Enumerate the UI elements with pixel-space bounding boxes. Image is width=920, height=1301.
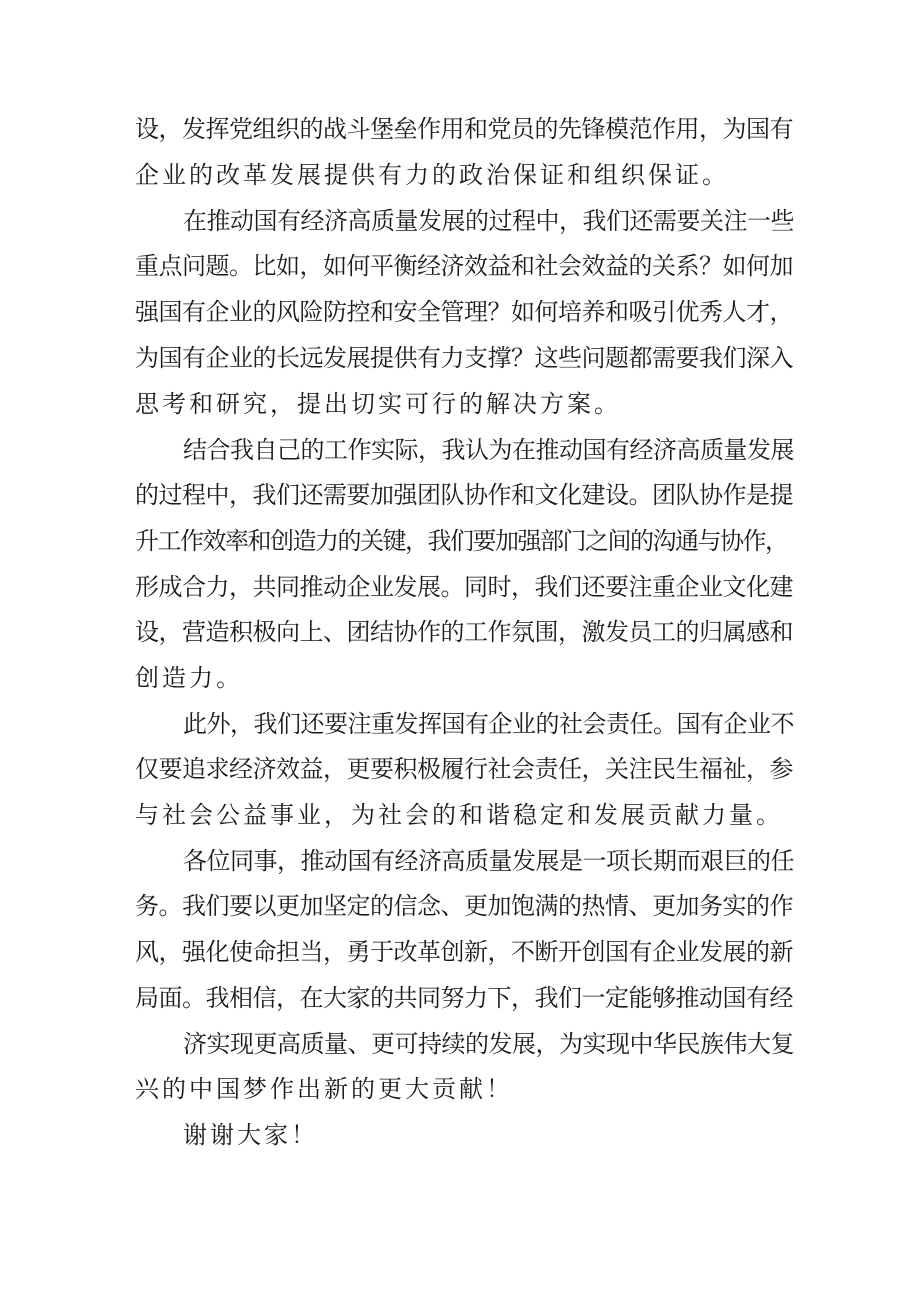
- text-line: 形成合力，共同推动企业发展。同时，我们还要注重企业文化建: [135, 573, 793, 601]
- text-line: 在推动国有经济高质量发展的过程中，我们还需要关注一些: [183, 207, 794, 235]
- text-line: 兴的中国梦作出新的更大贡献！: [135, 1075, 513, 1103]
- text-line: 仅要追求经济效益，更要积极履行社会责任，关注民生福祉，参: [135, 755, 793, 783]
- text-line: 结合我自己的工作实际，我认为在推动国有经济高质量发展: [183, 436, 794, 464]
- text-line: 设，发挥党组织的战斗堡垒作用和党员的先锋模范作用，为国有: [135, 115, 793, 143]
- text-line: 谢谢大家！: [183, 1121, 318, 1149]
- text-line: 重点问题。比如，如何平衡经济效益和社会效益的关系？如何加: [135, 252, 793, 280]
- text-line: 各位同事，推动国有经济高质量发展是一项长期而艰巨的任: [183, 847, 794, 875]
- text-line: 升工作效率和创造力的关键，我们要加强部门之间的沟通与协作，: [135, 527, 788, 555]
- text-line: 企业的改革发展提供有力的政治保证和组织保证。: [135, 161, 729, 189]
- text-line: 思考和研究，提出切实可行的解决方案。: [135, 390, 621, 418]
- text-line: 务。我们要以更加坚定的信念、更加饱满的热情、更加务实的作: [135, 892, 793, 920]
- text-line: 的过程中，我们还需要加强团队协作和文化建设。团队协作是提: [135, 481, 793, 509]
- text-line: 与社会公益事业，为社会的和谐稳定和发展贡献力量。: [135, 801, 783, 829]
- text-line: 济实现更高质量、更可持续的发展，为实现中华民族伟大复: [183, 1030, 794, 1058]
- text-line: 此外，我们还要注重发挥国有企业的社会责任。国有企业不: [183, 710, 794, 738]
- text-line: 设，营造积极向上、团结协作的工作氛围，激发员工的归属感和: [135, 618, 793, 646]
- text-line: 强国有企业的风险防控和安全管理？如何培养和吸引优秀人才，: [135, 298, 793, 326]
- text-line: 局面。我相信，在大家的共同努力下，我们一定能够推动国有经: [135, 984, 793, 1012]
- text-line: 为国有企业的长远发展提供有力支撑？这些问题都需要我们深入: [135, 344, 793, 372]
- text-line: 创造力。: [135, 664, 243, 692]
- text-line: 风，强化使命担当，勇于改革创新，不断开创国有企业发展的新: [135, 938, 793, 966]
